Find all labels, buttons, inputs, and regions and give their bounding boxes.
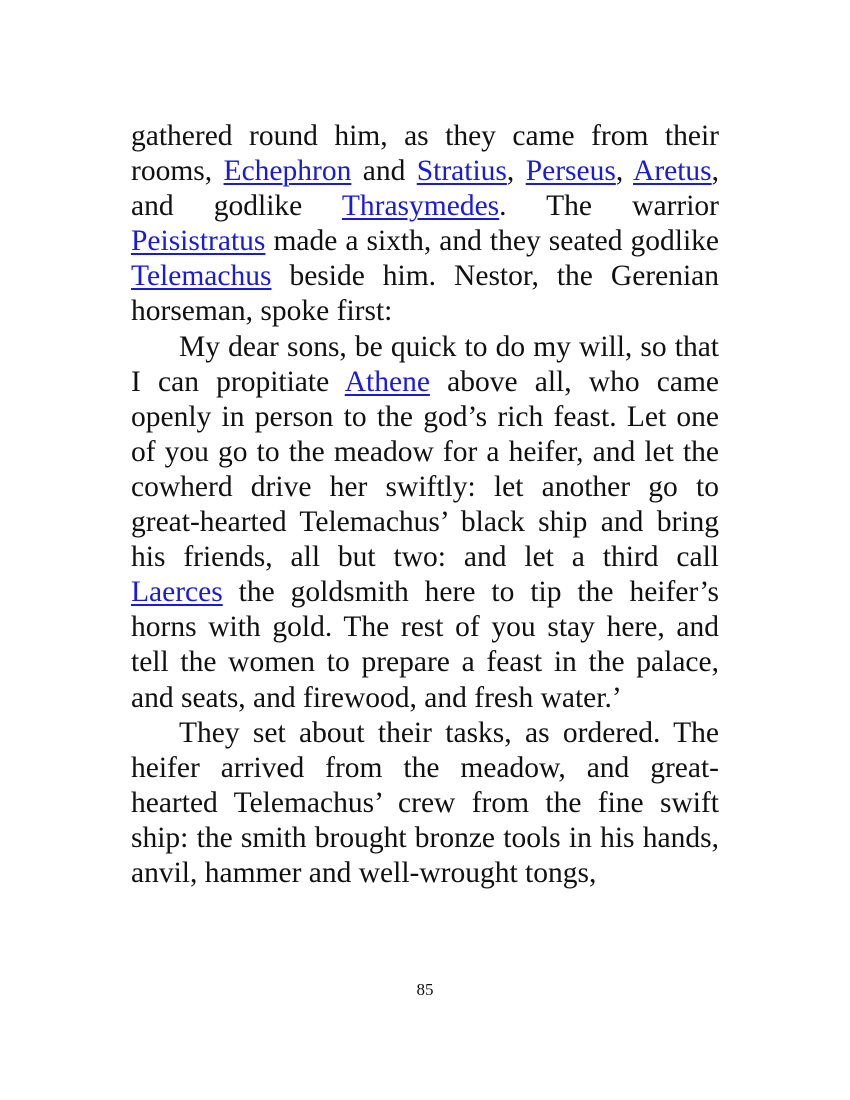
link-telemachus[interactable]: Telemachus <box>131 260 272 293</box>
link-thrasymedes[interactable]: Thrasymedes <box>341 190 500 223</box>
link-laerces[interactable]: Laerces <box>131 576 223 609</box>
paragraph-text: made a sixth, and they seated godlike <box>265 225 719 258</box>
paragraph-text: above all, who came openly in person to the god’s rich feast. Let one of you go to the meadow for a heifer, and let the cowherd drive her swiftly: let another go to great-hearted Telemachus’ black ship and bring his friends, all but two: and let a third call <box>131 365 719 574</box>
paragraph <box>131 716 719 891</box>
link-perseus[interactable]: Perseus <box>525 155 616 188</box>
paragraph-text: beside him. Nestor, the Gerenian horseman, spoke first: <box>131 260 719 328</box>
link-aretus[interactable]: Aretus <box>633 155 712 188</box>
page-body <box>131 119 719 891</box>
paragraph-text: the goldsmith here to tip the heifer’s horns with gold. The rest of you stay here, and tell the women to prepare a feast in the palace, and seats, and firewood, and fresh water.’ <box>131 576 719 714</box>
paragraph-text: My dear sons, be quick to do my will, so that I can propitiate <box>131 330 719 398</box>
paragraph-text: and <box>351 155 417 188</box>
paragraph-text: , <box>615 155 634 188</box>
paragraph-text: . The warrior <box>499 190 719 223</box>
paragraph-text: gathered round him, as they came from their rooms, <box>131 120 719 188</box>
page-number: 85 <box>416 980 434 999</box>
paragraph-text: , and godlike <box>131 155 720 223</box>
paragraph-text: They set about their tasks, as ordered. The heifer arrived from the meadow, and great-hearted Telemachus’ crew from the fine swift ship: the smith brought bronze tools in his hands, anvil, hammer and well-wrought tongs, <box>131 716 719 889</box>
paragraph-text: , <box>506 155 526 188</box>
link-athene[interactable]: Athene <box>344 365 430 398</box>
link-echephron[interactable]: Echephron <box>223 155 352 188</box>
paragraph <box>131 330 719 716</box>
paragraph <box>131 119 719 330</box>
link-stratius[interactable]: Stratius <box>416 155 507 188</box>
link-peisistratus[interactable]: Peisistratus <box>131 225 266 258</box>
